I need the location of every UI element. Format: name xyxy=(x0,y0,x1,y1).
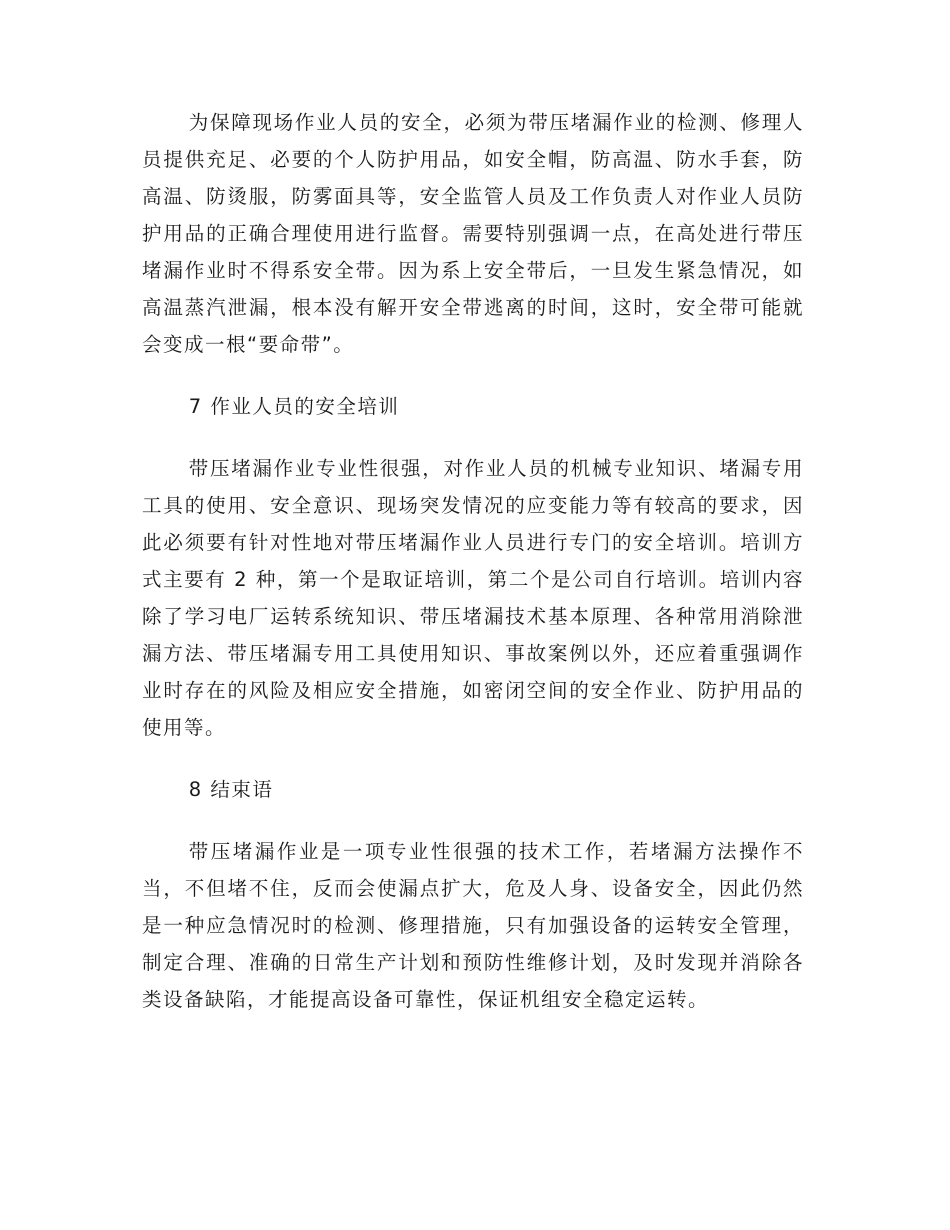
paragraph-protective-equipment: 为保障现场作业人员的安全，必须为带压堵漏作业的检测、修理人员提供充足、必要的个人防护用品，如安全帽，防高温、防水手套，防高温、防烫服，防雾面具等，安全监管人员及工作负责人对作业人员防护用品的正确合理使用进行监督。需要特别强调一点，在高处进行带压堵漏作业时不得系安全带。因为系上安全带后，一旦发生紧急情况，如高温蒸汽泄漏，根本没有解开安全带逃离的时间，这时，安全带可能就会变成一根“要命带”。 xyxy=(142,111,804,356)
section-heading-safety-training: 7 作业人员的安全培训 xyxy=(188,395,400,418)
paragraph-safety-training: 带压堵漏作业专业性很强，对作业人员的机械专业知识、堵漏专用工具的使用、安全意识、现场突发情况的应变能力等有较高的要求，因此必须要有针对性地对带压堵漏作业人员进行专门的安全培训。培训方式主要有 2 种，第一个是取证培训，第二个是公司自行培训。培训内容除了学习电厂运转系统知识、带压堵漏技术基本原理、各种常用消除泄漏方法、带压堵漏专用工具使用知识、事故案例以外，还应着重强调作业时存在的风险及相应安全措施，如密闭空间的安全作业、防护用品的使用等。 xyxy=(142,457,804,739)
section-heading-conclusion: 8 结束语 xyxy=(188,778,274,801)
document-body xyxy=(142,104,804,1043)
paragraph-conclusion: 带压堵漏作业是一项专业性很强的技术工作，若堵漏方法操作不当，不但堵不住，反而会使漏点扩大，危及人身、设备安全，因此仍然是一种应急情况时的检测、修理措施，只有加强设备的运转安全管理，制定合理、准确的日常生产计划和预防性维修计划，及时发现并消除各类设备缺陷，才能提高设备可靠性，保证机组安全稳定运转。 xyxy=(142,840,804,1011)
